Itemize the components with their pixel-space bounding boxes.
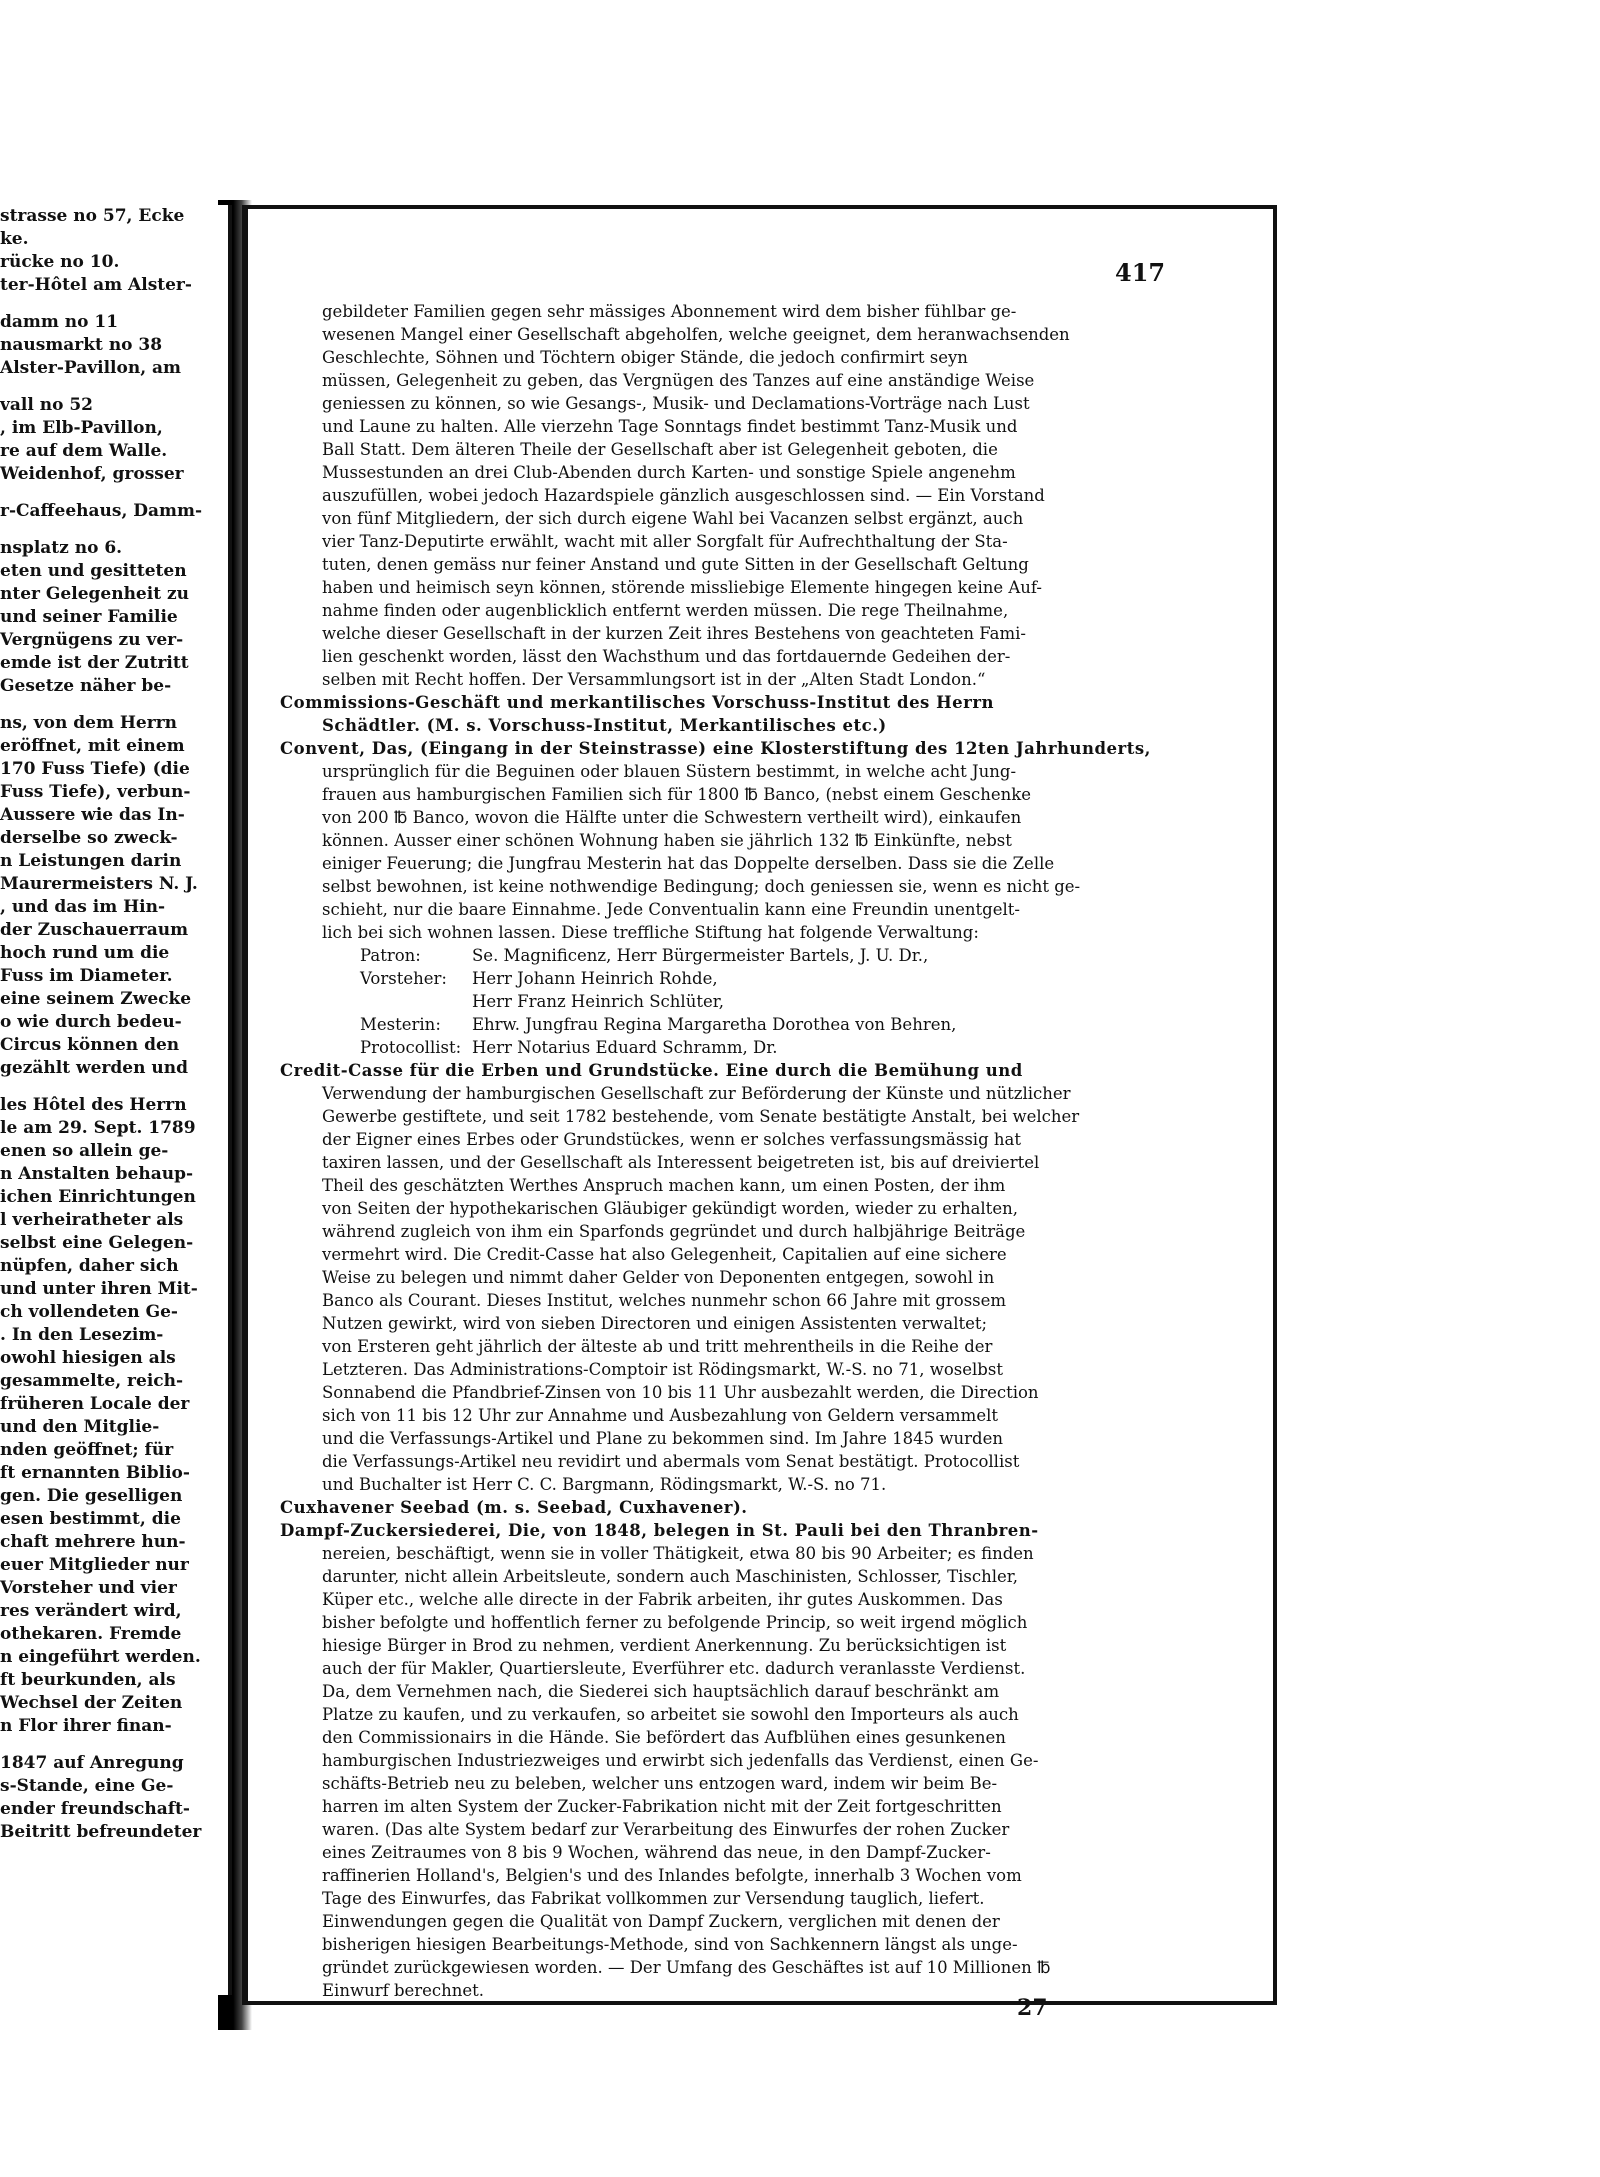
left-page-line: Wechsel der Zeiten bbox=[0, 1693, 183, 1713]
text-line: Theil des geschätzten Werthes Anspruch machen kann, um einen Posten, der ihm bbox=[322, 1176, 1006, 1195]
text-line: sich von 11 bis 12 Uhr zur Annahme und Ausbezahlung von Geldern versammelt bbox=[322, 1406, 998, 1425]
left-page-gap bbox=[0, 380, 228, 394]
text-line: können. Ausser einer schönen Wohnung haben sie jährlich 132 ℔ Einkünfte, nebst bbox=[322, 831, 1012, 850]
left-page-line: euer Mitglieder nur bbox=[0, 1555, 189, 1575]
left-page-line: eine seinem Zwecke bbox=[0, 989, 192, 1009]
text-line: hamburgischen Industriezweiges und erwirbt sich jedenfalls das Verdienst, einen Ge- bbox=[322, 1751, 1039, 1770]
administration-row bbox=[280, 944, 1180, 967]
left-page-line: ch vollendeten Ge- bbox=[0, 1302, 178, 1322]
left-page-line: l verheiratheter als bbox=[0, 1210, 184, 1230]
text-line: Platze zu kaufen, und zu verkaufen, so arbeitet sie sowohl den Importeurs als auch bbox=[322, 1705, 1019, 1724]
text-line: lich bei sich wohnen lassen. Diese treffliche Stiftung hat folgende Verwaltung: bbox=[322, 923, 979, 942]
administration-role: Mesterin: bbox=[360, 1015, 441, 1034]
text-line: welche dieser Gesellschaft in der kurzen Zeit ihres Bestehens von geachteten Fami- bbox=[322, 624, 1026, 643]
text-line: vier Tanz-Deputirte erwählt, wacht mit aller Sorgfalt für Aufrechthaltung der Sta- bbox=[322, 532, 1008, 551]
text-line: Küper etc., welche alle directe in der Fabrik arbeiten, ihr gutes Auskommen. Das bbox=[322, 1590, 1003, 1609]
text-line: wesenen Mangel einer Gesellschaft abgeholfen, welche geeignet, dem heranwachsenden bbox=[322, 325, 1070, 344]
text-line: darunter, nicht allein Arbeitsleute, sondern auch Maschinisten, Schlosser, Tischler, bbox=[322, 1567, 1019, 1586]
text-line: von Ersteren geht jährlich der älteste ab und tritt mehrentheils in die Reihe der bbox=[322, 1337, 993, 1356]
text-line: der Eigner eines Erbes oder Grundstückes, wenn er solches verfassungsmässig hat bbox=[322, 1130, 1021, 1149]
text-line: taxiren lassen, und der Gesellschaft als Interessent beigetreten ist, bis auf dreiviertel bbox=[322, 1153, 1040, 1172]
text-line: auch der für Makler, Quartiersleute, Everführer etc. dadurch veranlasste Verdienst. bbox=[322, 1659, 1026, 1678]
entry-heading-line: Convent, Das, (Eingang in der Steinstrasse) eine Klosterstiftung des 12ten Jahrhunderts, bbox=[280, 739, 1151, 758]
administration-name: Herr Johann Heinrich Rohde, bbox=[472, 969, 718, 988]
text-line: Mussestunden an drei Club-Abenden durch Karten- und sonstige Spiele angenehm bbox=[322, 463, 1016, 482]
text-line: schieht, nur die baare Einnahme. Jede Conventualin kann eine Freundin unentgelt- bbox=[322, 900, 1020, 919]
text-line: gründet zurückgewiesen worden. — Der Umfang des Geschäftes ist auf 10 Millionen ℔ bbox=[322, 1958, 1051, 1977]
text-line: Banco als Courant. Dieses Institut, welches nunmehr schon 66 Jahre mit grossem bbox=[322, 1291, 1007, 1310]
left-page-line: 170 Fuss Tiefe) (die bbox=[0, 759, 190, 779]
administration-name: Ehrw. Jungfrau Regina Margaretha Dorothea von Behren, bbox=[472, 1015, 957, 1034]
text-line: müssen, Gelegenheit zu geben, das Vergnügen des Tanzes auf eine anständige Weise bbox=[322, 371, 1035, 390]
administration-row bbox=[280, 990, 1180, 1013]
text-line: vermehrt wird. Die Credit-Casse hat also Gelegenheit, Capitalien auf eine sichere bbox=[322, 1245, 1007, 1264]
left-page-line: emde ist der Zutritt bbox=[0, 653, 189, 673]
left-page-line: chaft mehrere hun- bbox=[0, 1532, 186, 1552]
text-line: von fünf Mitgliedern, der sich durch eigene Wahl bei Vacanzen selbst ergänzt, auch bbox=[322, 509, 1024, 528]
left-page-gap bbox=[0, 523, 228, 537]
left-page-line: s-Stande, eine Ge- bbox=[0, 1776, 174, 1796]
left-page-line: ke. bbox=[0, 229, 29, 249]
left-page-line: hoch rund um die bbox=[0, 943, 170, 963]
left-page-line: owohl hiesigen als bbox=[0, 1348, 176, 1368]
left-page-line: Aussere wie das In- bbox=[0, 805, 185, 825]
left-page-line: der Zuschauerraum bbox=[0, 920, 189, 940]
left-page-line: damm no 11 bbox=[0, 312, 119, 332]
text-line: von Seiten der hypothekarischen Gläubiger gekündigt worden, wieder zu erhalten, bbox=[322, 1199, 1018, 1218]
text-line: und die Verfassungs-Artikel und Plane zu bekommen sind. Im Jahre 1845 wurden bbox=[322, 1429, 1003, 1448]
left-page-line: re auf dem Walle. bbox=[0, 441, 168, 461]
left-page-line: und seiner Familie bbox=[0, 607, 178, 627]
entry-heading-line: Dampf-Zuckersiederei, Die, von 1848, belegen in St. Pauli bei den Thranbren- bbox=[280, 1521, 1039, 1540]
left-page-line: eröffnet, mit einem bbox=[0, 736, 185, 756]
text-line: nereien, beschäftigt, wenn sie in voller Thätigkeit, etwa 80 bis 90 Arbeiter; es finden bbox=[322, 1544, 1034, 1563]
text-line: Einwurf berechnet. bbox=[322, 1981, 485, 2000]
text-line: Weise zu belegen und nimmt daher Gelder von Deponenten entgegen, sowohl in bbox=[322, 1268, 995, 1287]
text-line: lien geschenkt worden, lässt den Wachsthum und das fortdauernde Gedeihen der- bbox=[322, 647, 1011, 666]
left-page-line: Fuss Tiefe), verbun- bbox=[0, 782, 191, 802]
left-page-line: nter Gelegenheit zu bbox=[0, 584, 189, 604]
left-page-line: nden geöffnet; für bbox=[0, 1440, 174, 1460]
text-line: ursprünglich für die Beguinen oder blauen Süstern bestimmt, in welche acht Jung- bbox=[322, 762, 1017, 781]
left-page-line: Beitritt befreundeter bbox=[0, 1822, 202, 1842]
left-page-line: , und das im Hin- bbox=[0, 897, 166, 917]
left-page-line: Fuss im Diameter. bbox=[0, 966, 173, 986]
left-page-line: derselbe so zweck- bbox=[0, 828, 178, 848]
left-page-line: rücke no 10. bbox=[0, 252, 120, 272]
left-page-line: res verändert wird, bbox=[0, 1601, 182, 1621]
text-line: bisher befolgte und hoffentlich ferner zu befolgende Princip, so weit irgend möglich bbox=[322, 1613, 1028, 1632]
left-page-line: gezählt werden und bbox=[0, 1058, 188, 1078]
left-page-line: gesammelte, reich- bbox=[0, 1371, 184, 1391]
text-line: und Buchalter ist Herr C. C. Bargmann, Rödingsmarkt, W.-S. no 71. bbox=[322, 1475, 887, 1494]
left-page-line: . In den Lesezim- bbox=[0, 1325, 164, 1345]
text-line: Letzteren. Das Administrations-Comptoir ist Rödingsmarkt, W.-S. no 71, woselbst bbox=[322, 1360, 1003, 1379]
left-page-line: enen so allein ge- bbox=[0, 1141, 169, 1161]
left-page-line: vall no 52 bbox=[0, 395, 94, 415]
administration-role: Vorsteher: bbox=[360, 969, 447, 988]
left-page-line: Maurermeisters N. J. bbox=[0, 874, 198, 894]
administration-row bbox=[280, 1036, 1180, 1059]
left-page-line: nüpfen, daher sich bbox=[0, 1256, 179, 1276]
left-page-line: 1847 auf Anregung bbox=[0, 1753, 184, 1773]
left-page-line: ter-Hôtel am Alster- bbox=[0, 275, 192, 295]
left-page-line: früheren Locale der bbox=[0, 1394, 190, 1414]
text-line: Da, dem Vernehmen nach, die Siederei sich hauptsächlich darauf beschränkt am bbox=[322, 1682, 1000, 1701]
text-line: die Verfassungs-Artikel neu revidirt und abermals vom Senat bestätigt. Protocollist bbox=[322, 1452, 1020, 1471]
left-page-line: ender freundschaft- bbox=[0, 1799, 190, 1819]
left-page-line: strasse no 57, Ecke bbox=[0, 206, 185, 226]
text-line: bisherigen hiesigen Bearbeitungs-Methode, sind von Sachkennern längst als unge- bbox=[322, 1935, 1018, 1954]
entry-heading-line: Cuxhavener Seebad (m. s. Seebad, Cuxhavener). bbox=[280, 1498, 748, 1517]
text-line: geniessen zu können, so wie Gesangs-, Musik- und Declamations-Vorträge nach Lust bbox=[322, 394, 1030, 413]
left-page-gap bbox=[0, 1738, 228, 1752]
page-body bbox=[280, 300, 1180, 2002]
page-number: 417 bbox=[1115, 258, 1166, 287]
left-page-line: n eingeführt werden. bbox=[0, 1647, 201, 1667]
left-page-line: esen bestimmt, die bbox=[0, 1509, 181, 1529]
left-page-line: Vergnügens zu ver- bbox=[0, 630, 184, 650]
administration-role: Protocollist: bbox=[360, 1038, 462, 1057]
left-page-gap bbox=[0, 698, 228, 712]
text-line: während zugleich von ihm ein Sparfonds gegründet und durch halbjährige Beiträge bbox=[322, 1222, 1026, 1241]
text-line: Gewerbe gestiftete, und seit 1782 bestehende, vom Senate bestätigte Anstalt, bei welcher bbox=[322, 1107, 1080, 1126]
main-text-block-1 bbox=[280, 300, 1180, 944]
left-page-line: selbst eine Gelegen- bbox=[0, 1233, 194, 1253]
text-line: harren im alten System der Zucker-Fabrikation nicht mit der Zeit fortgeschritten bbox=[322, 1797, 1002, 1816]
left-page-line: le am 29. Sept. 1789 bbox=[0, 1118, 196, 1138]
administration-list bbox=[280, 944, 1180, 1059]
left-page-line: Gesetze näher be- bbox=[0, 676, 172, 696]
text-line: Verwendung der hamburgischen Gesellschaft zur Beförderung der Künste und nützlicher bbox=[322, 1084, 1071, 1103]
administration-name: Herr Notarius Eduard Schramm, Dr. bbox=[472, 1038, 778, 1057]
left-page-line: Vorsteher und vier bbox=[0, 1578, 177, 1598]
left-page-line: n Leistungen darin bbox=[0, 851, 182, 871]
text-line: den Commissionairs in die Hände. Sie befördert das Aufblühen eines gesunkenen bbox=[322, 1728, 1006, 1747]
entry-heading-line: Schädtler. (M. s. Vorschuss-Institut, Merkantilisches etc.) bbox=[322, 716, 887, 735]
text-line: selben mit Recht hoffen. Der Versammlungsort ist in der „Alten Stadt London.“ bbox=[322, 670, 986, 689]
administration-row bbox=[280, 1013, 1180, 1036]
text-line: Einwendungen gegen die Qualität von Dampf Zuckern, verglichen mit denen der bbox=[322, 1912, 1000, 1931]
administration-name: Herr Franz Heinrich Schlüter, bbox=[472, 992, 725, 1011]
left-page bbox=[0, 205, 232, 1995]
left-page-line: und den Mitglie- bbox=[0, 1417, 160, 1437]
administration-row bbox=[280, 967, 1180, 990]
text-line: hiesige Bürger in Brod zu nehmen, verdient Anerkennung. Zu berücksichtigen ist bbox=[322, 1636, 1007, 1655]
left-page-gap bbox=[0, 486, 228, 500]
left-page-line: n Flor ihrer finan- bbox=[0, 1716, 172, 1736]
administration-name: Se. Magnificenz, Herr Bürgermeister Bartels, J. U. Dr., bbox=[472, 946, 929, 965]
left-page-gap bbox=[0, 1080, 228, 1094]
left-page-line: ichen Einrichtungen bbox=[0, 1187, 196, 1207]
left-page-line: nsplatz no 6. bbox=[0, 538, 123, 558]
left-page-line: Alster-Pavillon, am bbox=[0, 358, 182, 378]
text-line: schäfts-Betrieb neu zu beleben, welcher uns entzogen ward, indem wir beim Be- bbox=[322, 1774, 998, 1793]
entry-heading-line: Commissions-Geschäft und merkantilisches Vorschuss-Institut des Herrn bbox=[280, 693, 995, 712]
left-page-line: n Anstalten behaup- bbox=[0, 1164, 194, 1184]
left-page-line: o wie durch bedeu- bbox=[0, 1012, 182, 1032]
text-line: von 200 ℔ Banco, wovon die Hälfte unter die Schwestern vertheilt wird), einkaufen bbox=[322, 808, 1022, 827]
text-line: selbst bewohnen, ist keine nothwendige Bedingung; doch geniessen sie, wenn es nicht ge- bbox=[322, 877, 1081, 896]
left-page-line: Circus können den bbox=[0, 1035, 180, 1055]
left-page-line: r-Caffeehaus, Damm- bbox=[0, 501, 203, 521]
text-line: tuten, denen gemäss nur feiner Anstand und gute Sitten in der Gesellschaft Geltung bbox=[322, 555, 1029, 574]
text-line: waren. (Das alte System bedarf zur Verarbeitung des Einwurfes der rohen Zucker bbox=[322, 1820, 1010, 1839]
administration-role: Patron: bbox=[360, 946, 421, 965]
text-line: raffinerien Holland's, Belgien's und des Inlandes befolgte, innerhalb 3 Wochen vom bbox=[322, 1866, 1022, 1885]
left-page-line: nausmarkt no 38 bbox=[0, 335, 163, 355]
left-page-line: ns, von dem Herrn bbox=[0, 713, 178, 733]
left-page-line: othekaren. Fremde bbox=[0, 1624, 182, 1644]
text-line: haben und heimisch seyn können, störende missliebige Elemente hingegen keine Auf- bbox=[322, 578, 1042, 597]
text-line: Nutzen gewirkt, wird von sieben Directoren und einigen Assistenten verwaltet; bbox=[322, 1314, 988, 1333]
left-page-line: les Hôtel des Herrn bbox=[0, 1095, 187, 1115]
left-page-line: , im Elb-Pavillon, bbox=[0, 418, 163, 438]
left-page-line: ft beurkunden, als bbox=[0, 1670, 176, 1690]
signature-mark: 27 bbox=[1017, 1995, 1048, 2021]
text-line: Sonnabend die Pfandbrief-Zinsen von 10 bis 11 Uhr ausbezahlt werden, die Direction bbox=[322, 1383, 1039, 1402]
left-page-line: ft ernannten Biblio- bbox=[0, 1463, 190, 1483]
left-page-line: eten und gesitteten bbox=[0, 561, 187, 581]
left-page-line: Weidenhof, grosser bbox=[0, 464, 184, 484]
text-line: auszufüllen, wobei jedoch Hazardspiele gänzlich ausgeschlossen sind. — Ein Vorstand bbox=[322, 486, 1045, 505]
entry-heading-line: Credit-Casse für die Erben und Grundstücke. Eine durch die Bemühung und bbox=[280, 1061, 1023, 1080]
left-page-gap bbox=[0, 297, 228, 311]
text-line: und Laune zu halten. Alle vierzehn Tage Sonntags findet bestimmt Tanz-Musik und bbox=[322, 417, 1018, 436]
text-line: Geschlechte, Söhnen und Töchtern obiger Stände, die jedoch confirmirt seyn bbox=[322, 348, 968, 367]
left-page-line: und unter ihren Mit- bbox=[0, 1279, 198, 1299]
text-line: Ball Statt. Dem älteren Theile der Gesellschaft aber ist Gelegenheit geboten, die bbox=[322, 440, 998, 459]
text-line: einiger Feuerung; die Jungfrau Mesterin hat das Doppelte derselben. Dass sie die Zelle bbox=[322, 854, 1055, 873]
text-line: nahme finden oder augenblicklich entfernt werden müssen. Die rege Theilnahme, bbox=[322, 601, 1009, 620]
text-line: eines Zeitraumes von 8 bis 9 Wochen, während das neue, in den Dampf-Zucker- bbox=[322, 1843, 991, 1862]
left-page-line: gen. Die geselligen bbox=[0, 1486, 183, 1506]
main-text-block-2 bbox=[280, 1059, 1180, 2002]
text-line: frauen aus hamburgischen Familien sich für 1800 ℔ Banco, (nebst einem Geschenke bbox=[322, 785, 1031, 804]
text-line: Tage des Einwurfes, das Fabrikat vollkommen zur Versendung tauglich, liefert. bbox=[322, 1889, 985, 1908]
text-line: gebildeter Familien gegen sehr mässiges Abonnement wird dem bisher fühlbar ge- bbox=[322, 302, 1017, 321]
